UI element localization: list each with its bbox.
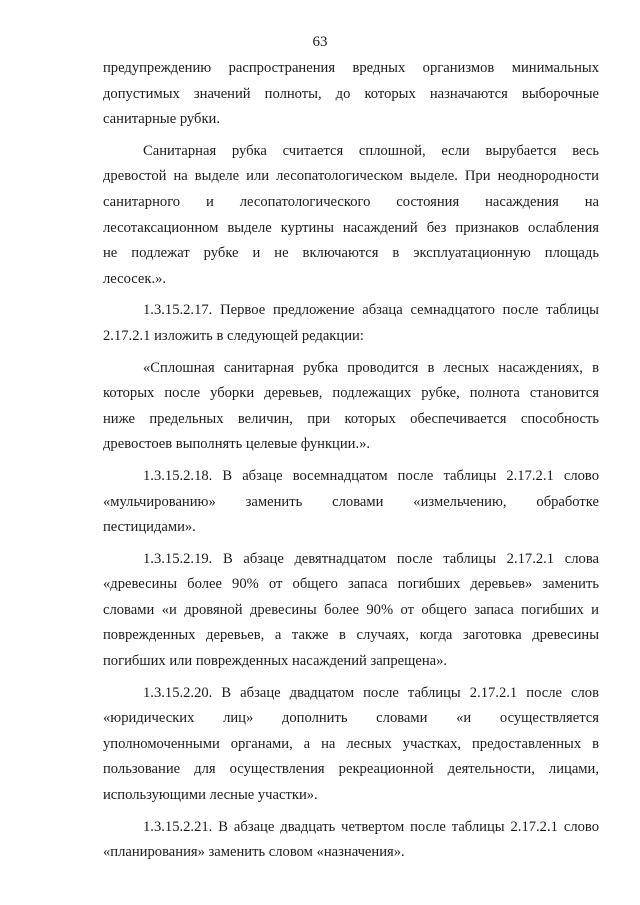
text-line: предупреждению распространения вредных организмов минимальных	[103, 60, 599, 76]
paragraph	[103, 681, 599, 809]
text-line: санитарные рубки.	[103, 111, 221, 128]
page-number: 63	[312, 34, 328, 50]
text-line: уполномоченными органами, а на лесных участках, предоставленных в	[103, 735, 599, 752]
text-line: погибших или поврежденных насаждений запрещена».	[103, 653, 448, 670]
paragraph	[103, 815, 599, 866]
paragraph	[103, 298, 599, 349]
text-line: санитарного и лесопатологического состояния насаждения на	[103, 193, 599, 210]
paragraph	[103, 139, 599, 293]
text-line: пестицидами».	[103, 519, 196, 536]
text-line: «Сплошная санитарная рубка проводится в лесных насаждениях, в	[143, 359, 599, 376]
text-line: поврежденных деревьев, а также в случаях, когда заготовка древесины	[103, 627, 599, 644]
text-line: 1.3.15.2.21. В абзаце двадцать четвертом после таблицы 2.17.2.1 слово	[143, 818, 599, 835]
text-line: древостой на выделе или лесопатологическом выделе. При неоднородности	[103, 168, 599, 185]
text-line: «юридических лиц» дополнить словами «и осуществляется	[103, 710, 599, 727]
text-line: «мульчированию» заменить словами «измельчению, обработке	[103, 493, 599, 510]
text-line: словами «и дровяной древесины более 90% от общего запаса погибших и	[103, 601, 599, 618]
paragraph	[103, 56, 599, 133]
text-line: пользование для осуществления рекреационной деятельности, лицами,	[103, 761, 599, 778]
text-line: использующими лесные участки».	[103, 787, 318, 804]
paragraph	[103, 464, 599, 541]
text-line: не подлежат рубке и не включаются в эксплуатационную площадь	[103, 245, 599, 262]
document-body	[103, 56, 599, 872]
text-line: 2.17.2.1 изложить в следующей редакции:	[103, 327, 364, 344]
text-line: которых после уборки деревьев, подлежащих рубке, полнота становится	[103, 385, 599, 402]
text-line: «древесины более 90% от общего запаса погибших деревьев» заменить	[103, 576, 599, 593]
text-line: 1.3.15.2.20. В абзаце двадцатом после таблицы 2.17.2.1 после слов	[143, 684, 599, 701]
text-line: лесотаксационном выделе куртины насаждений без признаков ослабления	[103, 219, 599, 236]
paragraph	[103, 547, 599, 675]
text-line: 1.3.15.2.19. В абзаце девятнадцатом после таблицы 2.17.2.1 слова	[143, 550, 599, 567]
text-line: ниже предельных величин, при которых обеспечивается способность	[103, 410, 599, 427]
text-line: древостоев выполнять целевые функции.».	[103, 436, 371, 453]
paragraph	[103, 356, 599, 458]
text-line: 1.3.15.2.18. В абзаце восемнадцатом после таблицы 2.17.2.1 слово	[143, 467, 599, 484]
text-line: лесосек.».	[103, 270, 167, 287]
text-line: «планирования» заменить словом «назначения».	[103, 844, 405, 861]
text-line: Санитарная рубка считается сплошной, если вырубается весь	[143, 142, 599, 159]
text-line: 1.3.15.2.17. Первое предложение абзаца семнадцатого после таблицы	[143, 302, 599, 319]
text-line: допустимых значений полноты, до которых назначаются выборочные	[103, 85, 599, 102]
